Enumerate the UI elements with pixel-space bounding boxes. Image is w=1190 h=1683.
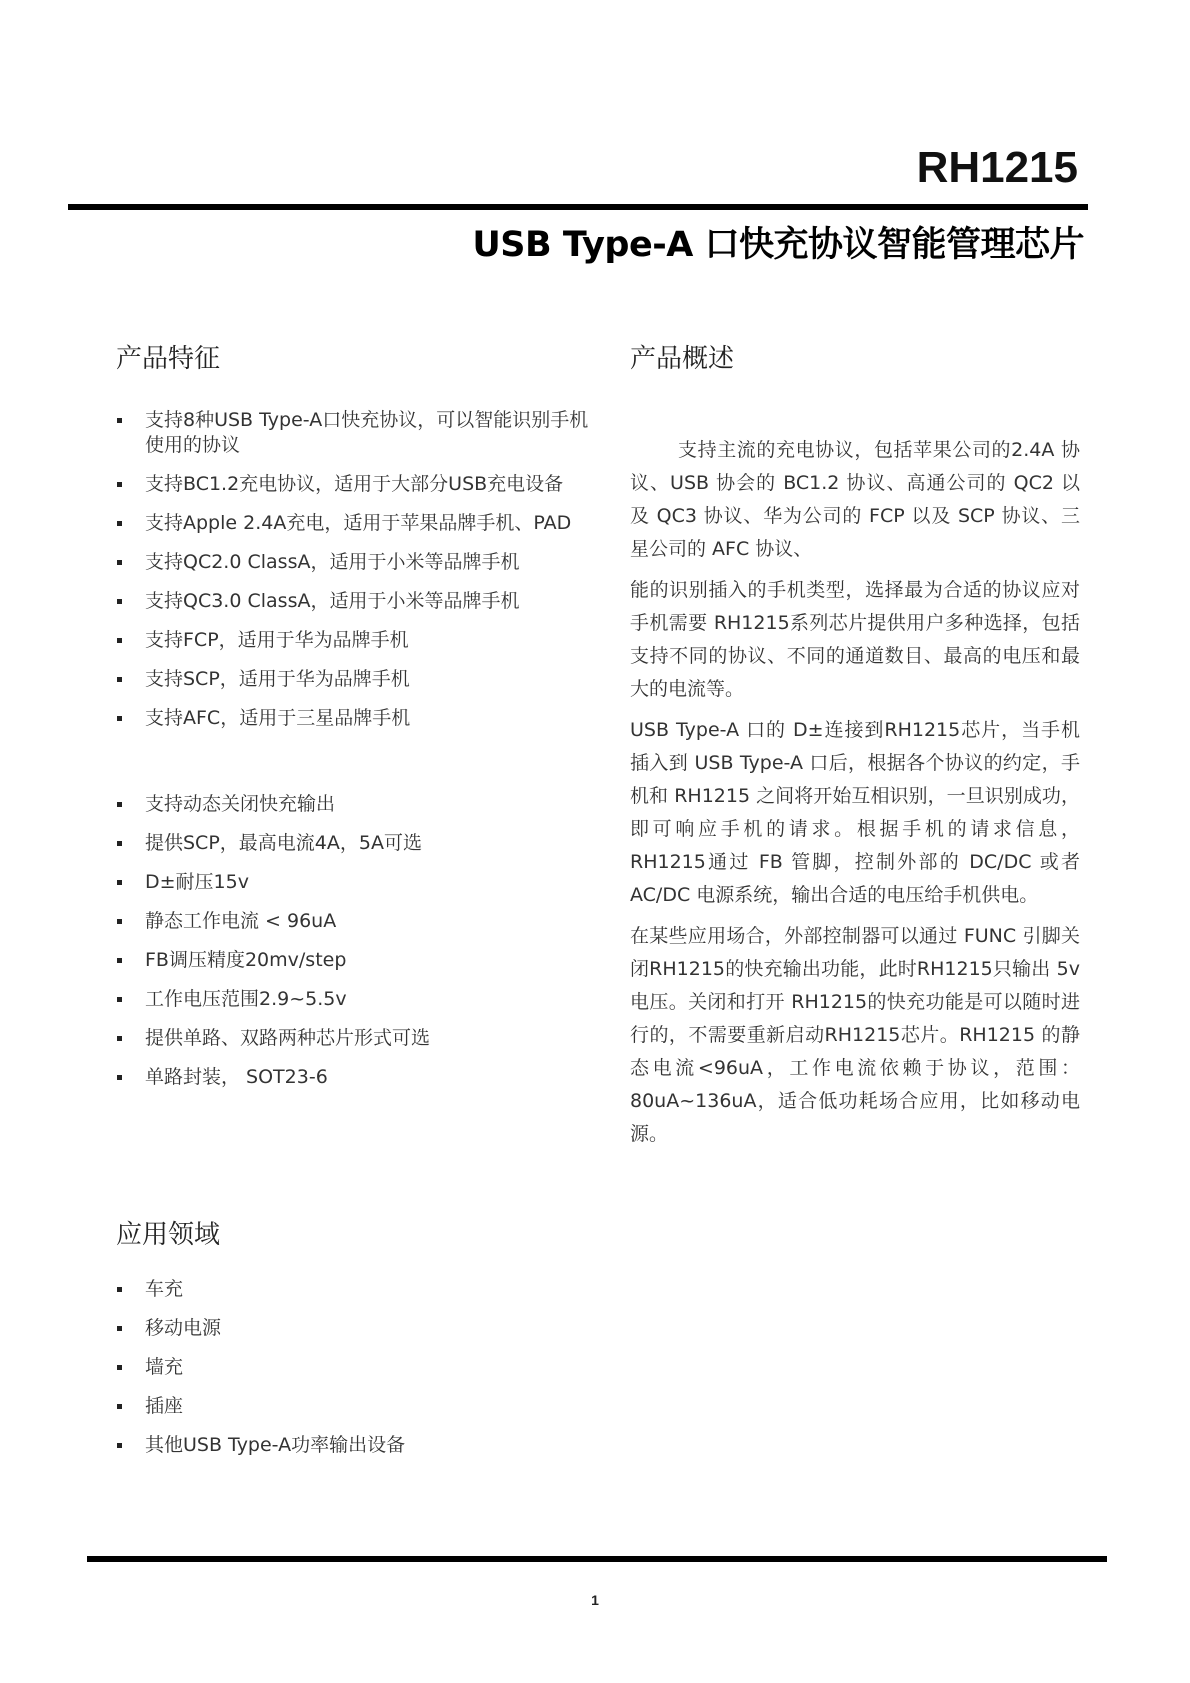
list-item: 提供SCP，最高电流4A，5A可选 [116, 831, 596, 856]
list-item: 支持8种USB Type-A口快充协议，可以智能识别手机使用的协议 [116, 408, 596, 458]
list-item: 移动电源 [116, 1316, 596, 1341]
overview-body [630, 434, 1080, 1159]
top-rule [68, 204, 1088, 210]
features-list-2 [116, 792, 596, 1104]
list-item: 支持AFC，适用于三星品牌手机 [116, 706, 596, 731]
list-item: 支持QC2.0 ClassA，适用于小米等品牌手机 [116, 550, 596, 575]
applications-list [116, 1277, 596, 1472]
list-item: 支持SCP，适用于华为品牌手机 [116, 667, 596, 692]
list-item: 支持QC3.0 ClassA，适用于小米等品牌手机 [116, 589, 596, 614]
list-item: 其他USB Type-A功率输出设备 [116, 1433, 596, 1458]
list-item: 提供单路、双路两种芯片形式可选 [116, 1026, 596, 1051]
overview-paragraph: USB Type-A 口的 D±连接到RH1215芯片，当手机插入到 USB Type-A 口后，根据各个协议的约定，手机和 RH1215 之间将开始互相识别，一旦识别成功，即可响应手机的请求。根据手机的请求信息，RH1215通过 FB 管脚，控制外部的 DC/DC 或者 AC/DC 电源系统，输出合适的电压给手机供电。 [630, 719, 1080, 906]
page-number: 1 [591, 1592, 599, 1608]
list-item: 车充 [116, 1277, 596, 1302]
list-item: 支持动态关闭快充输出 [116, 792, 596, 817]
list-item: 单路封装， SOT23-6 [116, 1065, 596, 1090]
list-item: 支持BC1.2充电协议，适用于大部分USB充电设备 [116, 472, 596, 497]
applications-heading: 应用领域 [116, 1220, 221, 1250]
list-item: 支持FCP，适用于华为品牌手机 [116, 628, 596, 653]
document-title: USB Type-A 口快充协议智能管理芯片 [472, 225, 1084, 265]
list-item: 静态工作电流 < 96uA [116, 909, 596, 934]
features-list-1 [116, 408, 596, 745]
list-item: 插座 [116, 1394, 596, 1419]
overview-paragraph: 能的识别插入的手机类型，选择最为合适的协议应对手机需要 RH1215系列芯片提供用户多种选择，包括支持不同的协议、不同的通道数目、最高的电压和最大的电流等。 [630, 579, 1080, 700]
list-item: 墙充 [116, 1355, 596, 1380]
overview-paragraph: 支持主流的充电协议，包括苹果公司的2.4A 协议、USB 协会的 BC1.2 协议、高通公司的 QC2 以及 QC3 协议、华为公司的 FCP 以及 SCP 协议、三星公司的 AFC 协议、 [630, 439, 1080, 560]
overview-heading: 产品概述 [630, 344, 735, 374]
part-number: RH1215 [916, 143, 1078, 192]
features-heading: 产品特征 [116, 344, 221, 374]
list-item: 工作电压范围2.9~5.5v [116, 987, 596, 1012]
list-item: 支持Apple 2.4A充电，适用于苹果品牌手机、PAD [116, 511, 596, 536]
list-item: D±耐压15v [116, 870, 596, 895]
bottom-rule [87, 1556, 1107, 1562]
list-item: FB调压精度20mv/step [116, 948, 596, 973]
overview-paragraph: 在某些应用场合，外部控制器可以通过 FUNC 引脚关闭RH1215的快充输出功能，此时RH1215只输出 5v 电压。关闭和打开 RH1215的快充功能是可以随时进行的，不需要重新启动RH1215芯片。RH1215 的静态电流<96uA，工作电流依赖于协议，范围：80uA~136uA，适合低功耗场合应用，比如移动电源。 [630, 925, 1080, 1145]
